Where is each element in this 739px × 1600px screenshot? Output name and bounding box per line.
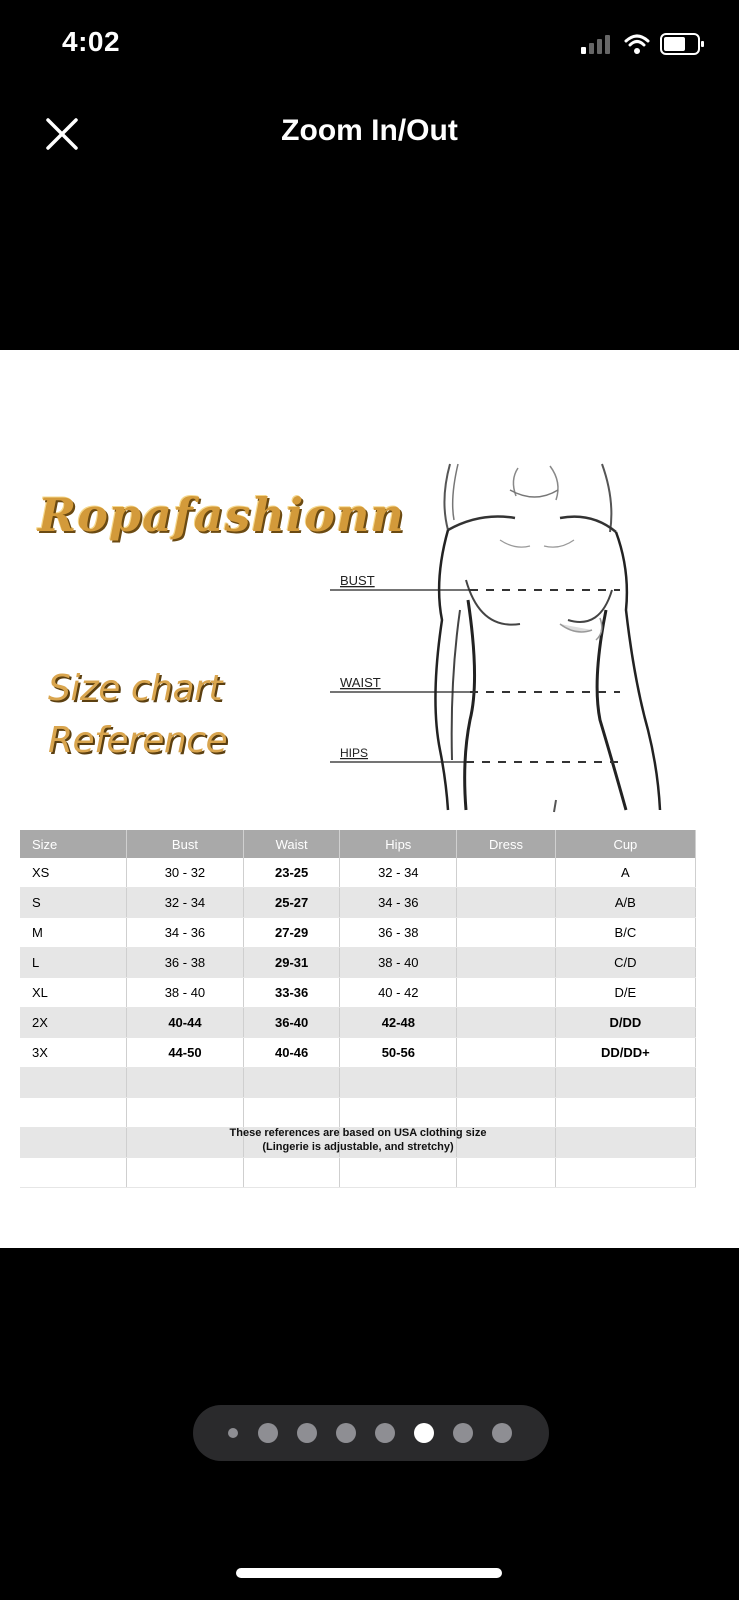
table-cell: A/B <box>555 888 695 918</box>
size-chart-title-line1: Size chart <box>48 668 222 709</box>
column-header: Size <box>20 830 127 858</box>
table-row <box>20 1008 696 1038</box>
table-cell: 38 - 40 <box>127 978 244 1008</box>
table-cell: 42-48 <box>340 1008 457 1038</box>
table-cell: 3X <box>20 1038 127 1068</box>
table-cell <box>457 948 555 978</box>
table-row <box>20 948 696 978</box>
table-row <box>20 978 696 1008</box>
table-cell: XL <box>20 978 127 1008</box>
table-cell: 40-44 <box>127 1008 244 1038</box>
table-row-empty <box>20 1068 696 1098</box>
hips-label: HIPS <box>340 746 369 760</box>
page-dot-5[interactable] <box>375 1423 395 1443</box>
status-time: 4:02 <box>62 26 121 57</box>
table-cell: 36 - 38 <box>340 918 457 948</box>
table-cell: 30 - 32 <box>127 858 244 888</box>
home-indicator[interactable] <box>236 1568 502 1578</box>
table-cell: 40-46 <box>243 1038 340 1068</box>
table-row <box>20 888 696 918</box>
table-cell <box>457 888 555 918</box>
battery-icon <box>661 34 704 54</box>
table-cell: S <box>20 888 127 918</box>
waist-label: WAIST <box>340 675 381 690</box>
table-cell: 29-31 <box>243 948 340 978</box>
table-row-empty <box>20 1158 696 1188</box>
table-cell <box>457 978 555 1008</box>
table-cell: 44-50 <box>127 1038 244 1068</box>
table-row-empty <box>20 1098 696 1128</box>
table-cell: 36-40 <box>243 1008 340 1038</box>
status-icons <box>579 32 709 56</box>
table-cell: 2X <box>20 1008 127 1038</box>
table-cell: 34 - 36 <box>340 888 457 918</box>
table-cell: 32 - 34 <box>127 888 244 918</box>
bust-label: BUST <box>340 573 375 588</box>
page-dot-6-active[interactable] <box>414 1423 434 1443</box>
table-cell: 50-56 <box>340 1038 457 1068</box>
table-cell: 27-29 <box>243 918 340 948</box>
table-cell: 40 - 42 <box>340 978 457 1008</box>
page-dot-1[interactable] <box>228 1428 238 1438</box>
table-cell: C/D <box>555 948 695 978</box>
table-cell: XS <box>20 858 127 888</box>
table-cell <box>457 918 555 948</box>
column-header: Hips <box>340 830 457 858</box>
table-cell: M <box>20 918 127 948</box>
table-cell: D/DD <box>555 1008 695 1038</box>
table-row <box>20 918 696 948</box>
table-cell <box>457 1008 555 1038</box>
column-header: Dress <box>457 830 555 858</box>
column-header: Cup <box>555 830 695 858</box>
size-chart-title-line2: Reference <box>48 720 228 761</box>
table-cell: 34 - 36 <box>127 918 244 948</box>
column-header: Bust <box>127 830 244 858</box>
wifi-icon <box>626 36 648 54</box>
cellular-signal-icon <box>581 35 610 54</box>
table-cell: 33-36 <box>243 978 340 1008</box>
image-page-indicator <box>193 1405 549 1461</box>
table-cell <box>457 1038 555 1068</box>
table-cell: D/E <box>555 978 695 1008</box>
page-dot-7[interactable] <box>453 1423 473 1443</box>
table-cell: 32 - 34 <box>340 858 457 888</box>
page-dot-8[interactable] <box>492 1423 512 1443</box>
page-dot-3[interactable] <box>297 1423 317 1443</box>
brand-logo-text: Ropafashionn <box>38 488 405 542</box>
table-cell <box>457 858 555 888</box>
table-row <box>20 858 696 888</box>
table-cell: 36 - 38 <box>127 948 244 978</box>
table-cell: 23-25 <box>243 858 340 888</box>
table-cell: 25-27 <box>243 888 340 918</box>
size-note-line1: These references are based on USA clothing size <box>229 1127 487 1139</box>
table-cell: DD/DD+ <box>555 1038 695 1068</box>
table-row <box>20 1038 696 1068</box>
zoomable-image[interactable] <box>0 350 739 1248</box>
table-cell: A <box>555 858 695 888</box>
table-cell: 38 - 40 <box>340 948 457 978</box>
page-dot-4[interactable] <box>336 1423 356 1443</box>
page-title: Zoom In/Out <box>281 114 458 147</box>
table-header-row <box>20 830 696 858</box>
viewer-header <box>0 90 739 350</box>
table-cell: B/C <box>555 918 695 948</box>
body-measurement-figure <box>330 460 700 820</box>
page-dot-2[interactable] <box>258 1423 278 1443</box>
status-bar <box>0 0 739 90</box>
column-header: Waist <box>243 830 340 858</box>
table-cell: L <box>20 948 127 978</box>
size-note-line2: (Lingerie is adjustable, and stretchy) <box>262 1141 454 1153</box>
